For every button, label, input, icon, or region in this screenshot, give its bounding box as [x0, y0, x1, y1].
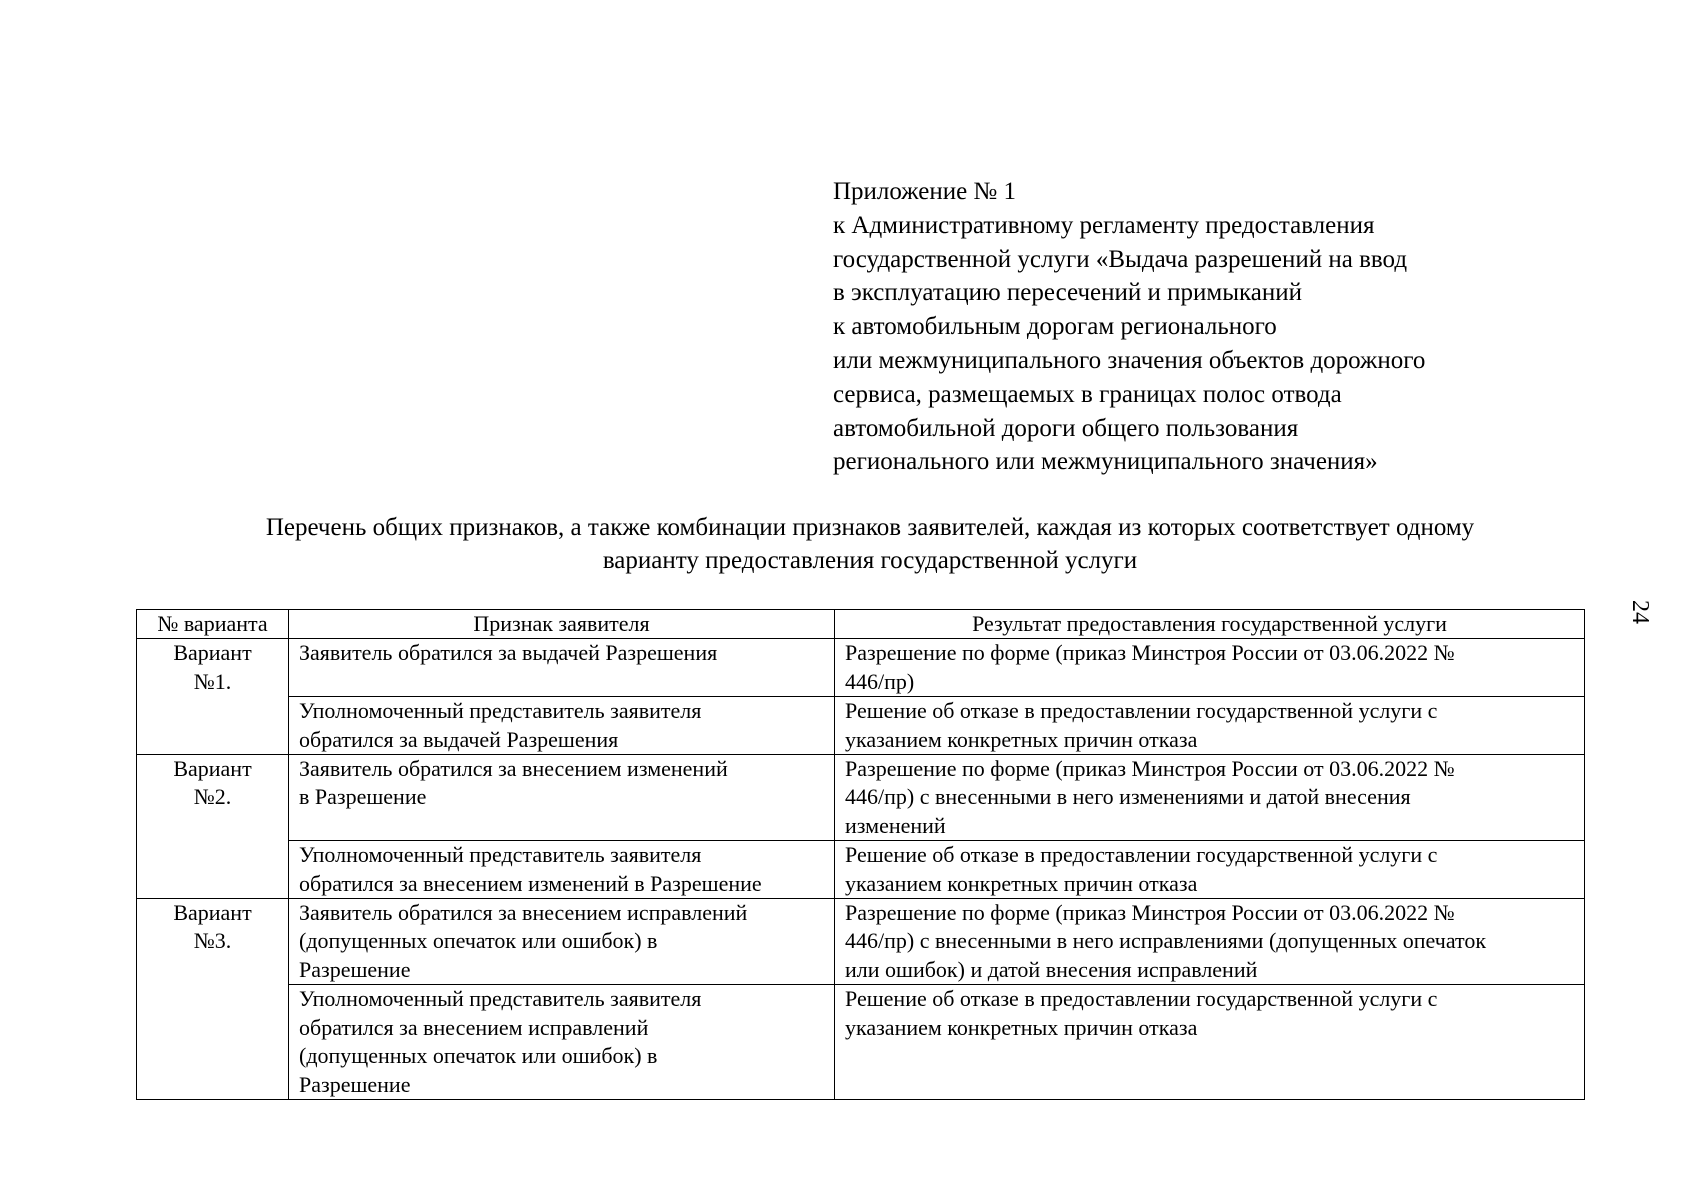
page-number: 24 [1627, 600, 1653, 624]
service-result-cell [835, 639, 1585, 697]
variants-table [136, 609, 1585, 1100]
cell-text-line: Разрешение [299, 1071, 411, 1097]
cell-text-line: 446/пр) с внесенными в него исправлениями (допущенных опечаток [845, 928, 1487, 954]
cell-text-line: Заявитель обратился за внесением изменений [299, 756, 728, 782]
appendix-line: автомобильной дороги общего пользования [833, 414, 1299, 442]
applicant-sign-cell [289, 697, 835, 755]
document-title-line-2: варианту предоставления государственной услуги [602, 547, 1138, 574]
document-title [160, 511, 1580, 577]
variant-label-line: Вариант [173, 640, 252, 666]
appendix-line: к Административному регламенту предоставления [833, 211, 1375, 239]
appendix-line: сервиса, размещаемых в границах полос отвода [833, 380, 1342, 408]
header-applicant-sign: Признак заявителя [289, 610, 835, 639]
service-result-cell [835, 899, 1585, 985]
applicant-sign-cell [289, 899, 835, 985]
appendix-line: регионального или межмуниципального значения» [833, 448, 1378, 476]
service-result-cell [835, 755, 1585, 841]
cell-text-line: Уполномоченный представитель заявителя [299, 842, 702, 868]
variant-label-line: Вариант [173, 900, 252, 926]
applicant-sign-cell [289, 639, 835, 697]
appendix-line: государственной услуги «Выдача разрешений на ввод [833, 245, 1408, 273]
table-row [137, 899, 1585, 985]
service-result-cell [835, 697, 1585, 755]
applicant-sign-cell [289, 985, 835, 1100]
cell-text-line: указанием конкретных причин отказа [845, 726, 1198, 752]
table-row [137, 985, 1585, 1100]
appendix-line: или межмуниципального значения объектов дорожного [833, 346, 1426, 374]
variant-label-cell [137, 755, 289, 899]
header-variant-number: № варианта [137, 610, 289, 639]
cell-text-line: Разрешение по форме (приказ Минстроя России от 03.06.2022 № [845, 900, 1455, 926]
cell-text-line: обратился за выдачей Разрешения [299, 726, 619, 752]
variant-label-cell [137, 639, 289, 755]
cell-text-line: обратился за внесением изменений в Разрешение [299, 870, 762, 896]
variant-label-line: №1. [193, 668, 232, 694]
cell-text-line: Разрешение [299, 956, 411, 982]
appendix-line: Приложение № 1 [833, 178, 1017, 205]
cell-text-line: Уполномоченный представитель заявителя [299, 986, 702, 1012]
table-header-row [137, 610, 1585, 639]
variant-label-line: №3. [193, 928, 232, 954]
cell-text-line: (допущенных опечаток или ошибок) в [299, 1043, 658, 1069]
cell-text-line: указанием конкретных причин отказа [845, 870, 1198, 896]
variant-label-line: Вариант [173, 756, 252, 782]
cell-text-line: (допущенных опечаток или ошибок) в [299, 928, 658, 954]
header-service-result: Результат предоставления государственной услуги [835, 610, 1585, 639]
cell-text-line: 446/пр) с внесенными в него изменениями и датой внесения [845, 784, 1411, 810]
applicant-sign-cell [289, 841, 835, 899]
cell-text-line: Решение об отказе в предоставлении государственной услуги с [845, 698, 1438, 724]
table-row [137, 639, 1585, 697]
cell-text-line: обратился за внесением исправлений [299, 1014, 649, 1040]
cell-text-line: или ошибок) и датой внесения исправлений [845, 956, 1258, 982]
variant-label-cell [137, 899, 289, 1100]
cell-text-line: изменений [845, 812, 946, 838]
cell-text-line: в Разрешение [299, 784, 427, 810]
cell-text-line: 446/пр) [845, 668, 915, 694]
applicant-sign-cell [289, 755, 835, 841]
cell-text-line: Заявитель обратился за выдачей Разрешения [299, 640, 718, 666]
cell-text-line: Заявитель обратился за внесением исправлений [299, 900, 748, 926]
appendix-line: к автомобильным дорогам регионального [833, 313, 1277, 341]
cell-text-line: Решение об отказе в предоставлении государственной услуги с [845, 986, 1438, 1012]
service-result-cell [835, 985, 1585, 1100]
service-result-cell [835, 841, 1585, 899]
variant-label-line: №2. [193, 784, 232, 810]
cell-text-line: Решение об отказе в предоставлении государственной услуги с [845, 842, 1438, 868]
table-row [137, 841, 1585, 899]
appendix-line: в эксплуатацию пересечений и примыканий [833, 279, 1303, 307]
table-row [137, 697, 1585, 755]
cell-text-line: Разрешение по форме (приказ Минстроя России от 03.06.2022 № [845, 756, 1455, 782]
cell-text-line: Уполномоченный представитель заявителя [299, 698, 702, 724]
appendix-block [833, 175, 1593, 479]
cell-text-line: Разрешение по форме (приказ Минстроя России от 03.06.2022 № [845, 640, 1455, 666]
table-row [137, 755, 1585, 841]
cell-text-line: указанием конкретных причин отказа [845, 1014, 1198, 1040]
document-title-line-1: Перечень общих признаков, а также комбинации признаков заявителей, каждая из которых соответствует одному [265, 514, 1475, 541]
